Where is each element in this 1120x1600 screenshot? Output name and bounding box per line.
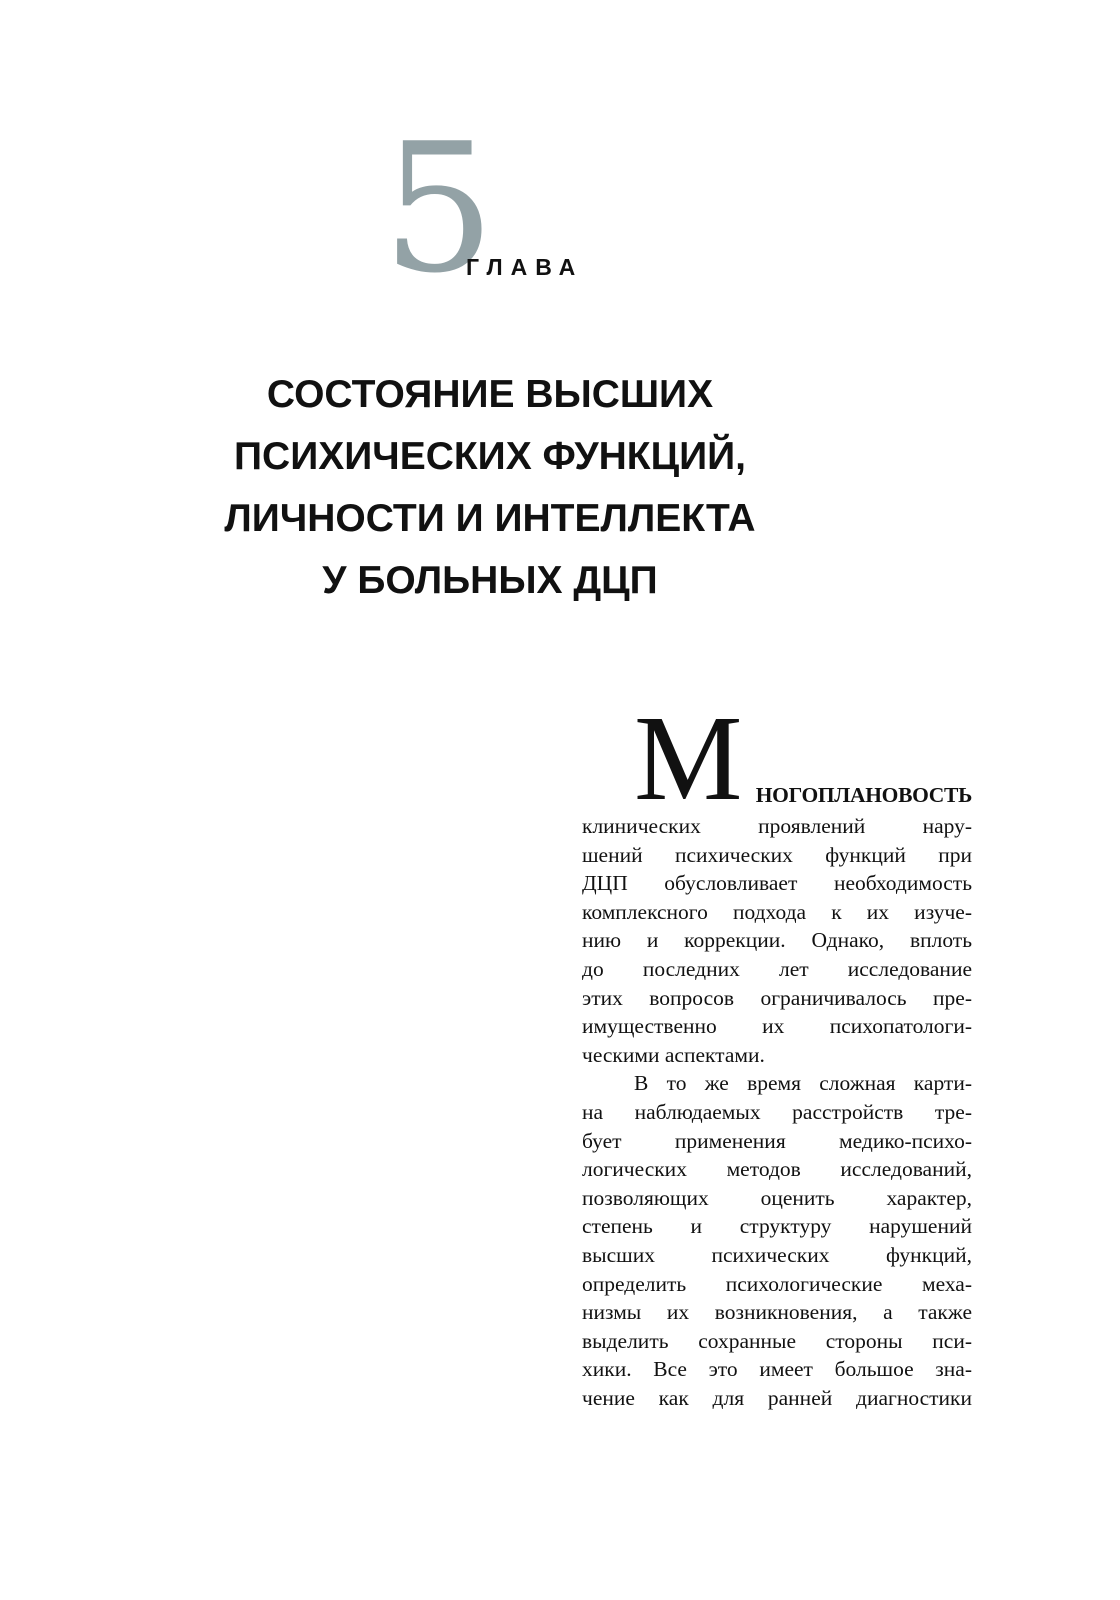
text-line: комплексного подхода к их изуче- <box>582 899 972 924</box>
paragraph-2 <box>582 1069 972 1412</box>
text-line: логических методов исследований, <box>582 1157 972 1182</box>
text-line: позволяющих оценить характер, <box>582 1185 972 1210</box>
text-line: до последних лет исследование <box>582 956 972 981</box>
chapter-title-line: У БОЛЬНЫХ ДЦП <box>322 559 658 602</box>
chapter-title-line: ЛИЧНОСТИ И ИНТЕЛЛЕКТА <box>224 497 756 540</box>
text-line: ДЦП обусловливает необходимость <box>582 871 972 896</box>
chapter-number: 5 <box>382 105 496 312</box>
chapter-title <box>140 364 840 612</box>
text-line: хики. Все это имеет большое зна- <box>582 1357 972 1382</box>
body-text <box>582 691 972 1412</box>
text-line: низмы их возникновения, а также <box>582 1300 972 1325</box>
chapter-title-line: СОСТОЯНИЕ ВЫСШИХ <box>266 373 714 416</box>
paragraph-1 <box>582 812 972 1069</box>
text-line: шений психических функций при <box>582 842 972 867</box>
text-line: В то же время сложная карти- <box>634 1071 972 1096</box>
text-line: высших психических функций, <box>582 1242 972 1267</box>
text-line: определить психологические меха- <box>582 1271 972 1296</box>
text-line: клинических проявлений нару- <box>582 814 972 838</box>
text-line: бует применения медико-психо- <box>582 1128 972 1153</box>
dropcap-word-rest: НОГОПЛАНОВОСТЬ <box>755 783 972 807</box>
text-line: имущественно их психопатологи- <box>582 1014 972 1039</box>
text-line: ческими аспектами. <box>582 1042 765 1067</box>
dropcap-letter: М <box>634 691 743 826</box>
text-line: на наблюдаемых расстройств тре- <box>582 1099 972 1124</box>
text-line: чение как для ранней диагностики <box>582 1385 972 1410</box>
text-line: выделить сохранные стороны пси- <box>582 1328 972 1353</box>
text-line: нию и коррекции. Однако, вплоть <box>582 928 972 953</box>
text-line: степень и структуру нарушений <box>582 1214 972 1239</box>
chapter-label: ГЛАВА <box>466 254 584 280</box>
text-line: этих вопросов ограничивалось пре- <box>582 985 972 1010</box>
chapter-title-line: ПСИХИЧЕСКИХ ФУНКЦИЙ, <box>234 435 746 478</box>
